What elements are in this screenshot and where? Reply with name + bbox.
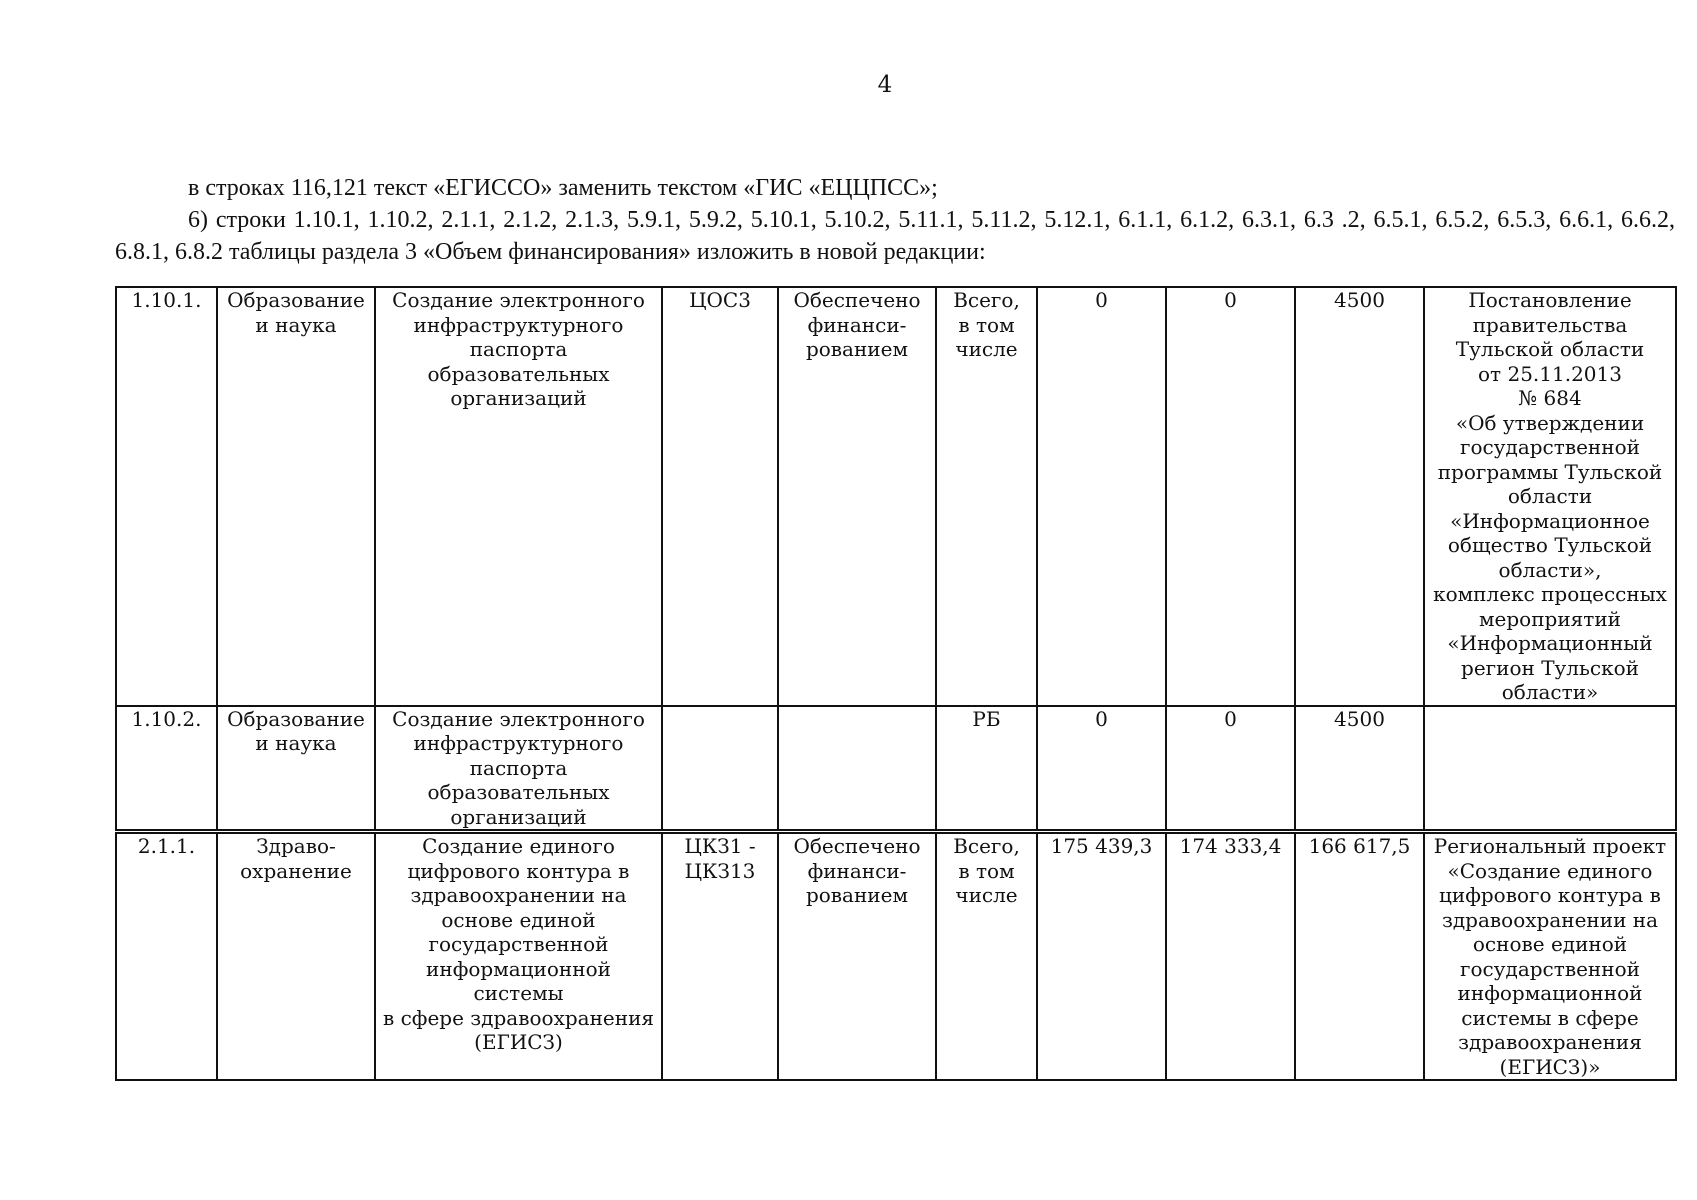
value-2-cell: 0 (1166, 287, 1295, 706)
status-cell: Обеспечено финанси- рованием (778, 287, 936, 706)
code-cell: ЦКЗ1 - ЦКЗ13 (662, 833, 778, 1080)
value-1-cell: 175 439,3 (1037, 833, 1166, 1080)
value-1-cell: 0 (1037, 706, 1166, 831)
row-number: 1.10.2. (116, 706, 217, 831)
activity-cell: Создание электронного инфраструктурного паспорта образовательных организаций (375, 287, 662, 706)
activity-cell: Создание электронного инфраструктурного паспорта образовательных организаций (375, 706, 662, 831)
basis-cell: Постановление правительства Тульской области от 25.11.2013 № 684 «Об утверждении государственной программы Тульской области «Информационное общество Тульской области», комплекс процессных мероприятий «Информационный регион Тульской области» (1424, 287, 1676, 706)
table-row (116, 287, 1676, 706)
value-2-cell: 0 (1166, 706, 1295, 831)
sphere-cell: Образование и наука (217, 706, 375, 831)
source-cell: Всего, в том числе (936, 287, 1037, 706)
row-number: 2.1.1. (116, 833, 217, 1080)
code-cell: ЦОС3 (662, 287, 778, 706)
source-cell: РБ (936, 706, 1037, 831)
basis-cell (1424, 706, 1676, 831)
value-2-cell: 174 333,4 (1166, 833, 1295, 1080)
page-number: 4 (877, 72, 893, 98)
table-row (116, 833, 1676, 1080)
row-number: 1.10.1. (116, 287, 217, 706)
value-3-cell: 4500 (1295, 287, 1424, 706)
activity-cell: Создание единого цифрового контура в здравоохранении на основе единой государственной информационной системы в сфере здравоохранения (ЕГИСЗ) (375, 833, 662, 1080)
status-cell: Обеспечено финанси- рованием (778, 833, 936, 1080)
financing-table-1 (115, 286, 1677, 831)
sphere-cell: Образование и наука (217, 287, 375, 706)
value-1-cell: 0 (1037, 287, 1166, 706)
sphere-cell: Здраво- охранение (217, 833, 375, 1080)
table-row (116, 706, 1676, 831)
value-3-cell: 4500 (1295, 706, 1424, 831)
intro-line-1: в строках 116,121 текст «ЕГИССО» заменить текстом «ГИС «ЕЦЦПСС»; (188, 175, 938, 201)
status-cell (778, 706, 936, 831)
financing-table-2 (115, 832, 1677, 1081)
code-cell (662, 706, 778, 831)
intro-text (115, 172, 1675, 268)
intro-line-2: 6) строки 1.10.1, 1.10.2, 2.1.1, 2.1.2, 2.1.3, 5.9.1, 5.9.2, 5.10.1, 5.10.2, 5.11.1, 5.11.2, 5.12.1, 6.1.1, 6.1.2, 6.3.1, 6.3 .2, 6.5.1, 6.5.2, 6.5.3, 6.6.1, 6.6.2, 6.8.1, 6.8.2 таблицы раздела 3 «Объем финансирования» изложить в новой редакции: (115, 207, 1675, 265)
value-3-cell: 166 617,5 (1295, 833, 1424, 1080)
source-cell: Всего, в том числе (936, 833, 1037, 1080)
basis-cell: Региональный проект «Создание единого цифрового контура в здравоохранении на основе единой государственной информационной системы в сфере здравоохранения (ЕГИСЗ)» (1424, 833, 1676, 1080)
